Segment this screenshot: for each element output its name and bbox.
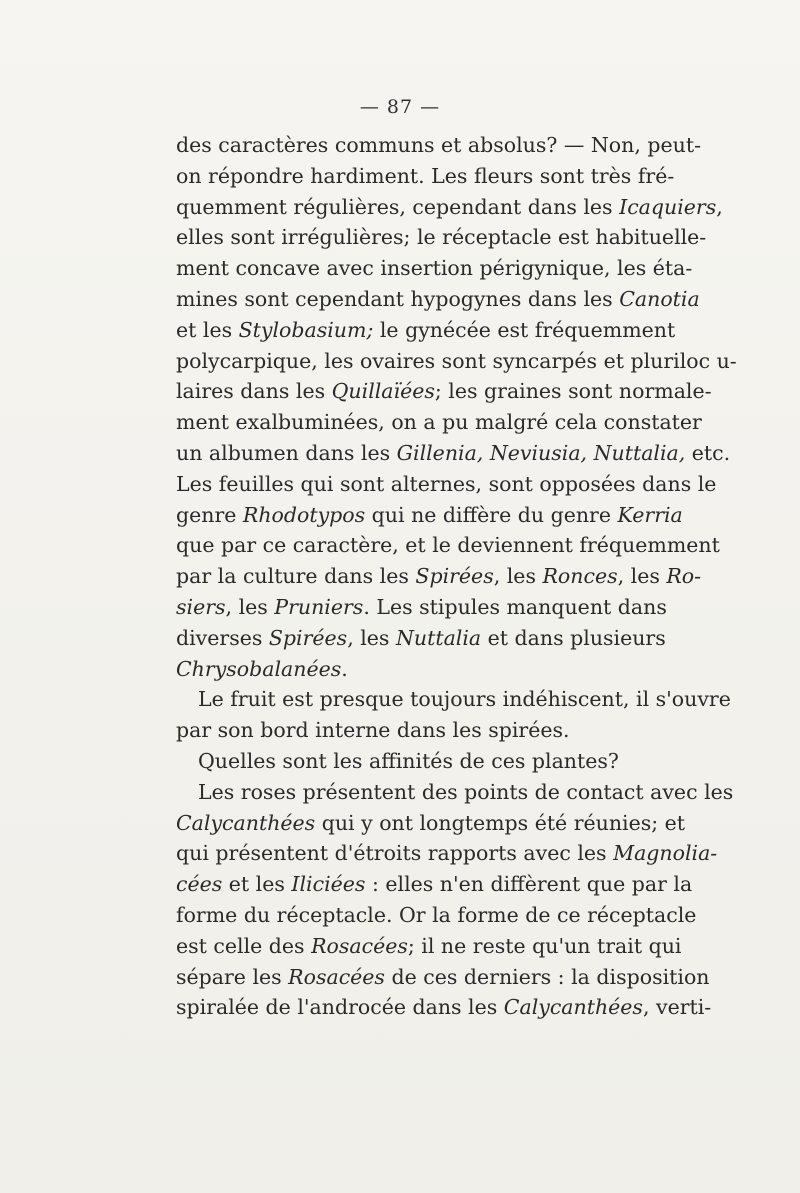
text-line: cées et les Iliciées : elles n'en diffèrent que par la — [176, 872, 693, 897]
italic-term: Canotia — [619, 286, 700, 311]
italic-term: Spirées — [268, 625, 348, 650]
italic-term: Iliciées — [291, 872, 366, 897]
italic-term: Rhodotypos — [242, 502, 366, 527]
text-line: sépare les Rosacées de ces derniers : la disposition — [176, 964, 710, 989]
text-line: et les Stylobasium; le gynécée est fréquemment — [176, 317, 676, 342]
text-line: diverses Spirées, les Nuttalia et dans plusieurs — [176, 625, 666, 650]
page-number: — 87 — — [359, 96, 441, 118]
text-line: polycarpique, les ovaires sont syncarpés et pluriloc u- — [176, 348, 737, 373]
text-line: elles sont irrégulières; le réceptacle est habituelle- — [176, 225, 707, 250]
text-line: on répondre hardiment. Les fleurs sont très fré- — [176, 163, 675, 188]
italic-term: siers — [176, 594, 226, 619]
italic-term: Pruniers — [274, 594, 364, 619]
text-line: Les roses présentent des points de contact avec les — [198, 779, 734, 804]
body-text — [176, 130, 737, 1023]
text-line: Quelles sont les affinités de ces plantes? — [198, 748, 619, 773]
italic-term: Calycanthées — [503, 995, 643, 1020]
text-line: Calycanthées qui y ont longtemps été réunies; et — [176, 810, 686, 835]
italic-term: Chrysobalanées — [176, 656, 342, 681]
italic-term: Nuttalia — [395, 625, 482, 650]
text-line: laires dans les Quillaïées; les graines sont normale- — [176, 379, 712, 404]
italic-term: Ro- — [666, 564, 702, 589]
italic-term: Magnolia- — [613, 841, 718, 866]
italic-term: Ronces — [542, 564, 618, 589]
text-line: par la culture dans les Spirées, les Ronces, les Ro- — [176, 564, 702, 589]
text-line: est celle des Rosacées; il ne reste qu'un trait qui — [176, 933, 682, 958]
text-line: ment exalbuminées, on a pu malgré cela constater — [176, 410, 702, 435]
text-line: Le fruit est presque toujours indéhiscent, il s'ouvre — [198, 687, 731, 712]
text-line: mines sont cependant hypogynes dans les Canotia — [176, 286, 700, 311]
italic-term: Stylobasium; — [238, 317, 374, 342]
italic-term: Gillenia, Neviusia, Nuttalia, — [396, 440, 686, 465]
text-line: Chrysobalanées. — [176, 656, 348, 681]
text-line: genre Rhodotypos qui ne diffère du genre Kerria — [176, 502, 683, 527]
text-line: qui présentent d'étroits rapports avec les Magnolia- — [176, 841, 718, 866]
text-line: quemment régulières, cependant dans les Icaquiers, — [176, 194, 723, 219]
text-line: par son bord interne dans les spirées. — [176, 718, 570, 743]
text-line: spiralée de l'androcée dans les Calycanthées, verti- — [176, 995, 712, 1020]
italic-term: Quillaïées — [331, 379, 435, 404]
italic-term: Rosacées — [288, 964, 385, 989]
text-line: siers, les Pruniers. Les stipules manquent dans — [176, 594, 667, 619]
text-line: des caractères communs et absolus? — Non, peut- — [176, 133, 702, 157]
italic-term: Rosacées — [311, 933, 408, 958]
text-line: que par ce caractère, et le deviennent fréquemment — [176, 533, 720, 558]
italic-term: Calycanthées — [176, 810, 316, 835]
text-line: forme du réceptacle. Or la forme de ce réceptacle — [176, 902, 697, 927]
text-line: ment concave avec insertion périgynique, les éta- — [176, 256, 693, 281]
italic-term: Icaquiers — [619, 194, 717, 219]
italic-term: cées — [176, 872, 223, 897]
text-line: Les feuilles qui sont alternes, sont opposées dans le — [176, 471, 717, 496]
italic-term: Kerria — [617, 502, 683, 527]
text-line: un albumen dans les Gillenia, Neviusia, Nuttalia, etc. — [176, 440, 731, 465]
italic-term: Spirées — [415, 564, 494, 589]
